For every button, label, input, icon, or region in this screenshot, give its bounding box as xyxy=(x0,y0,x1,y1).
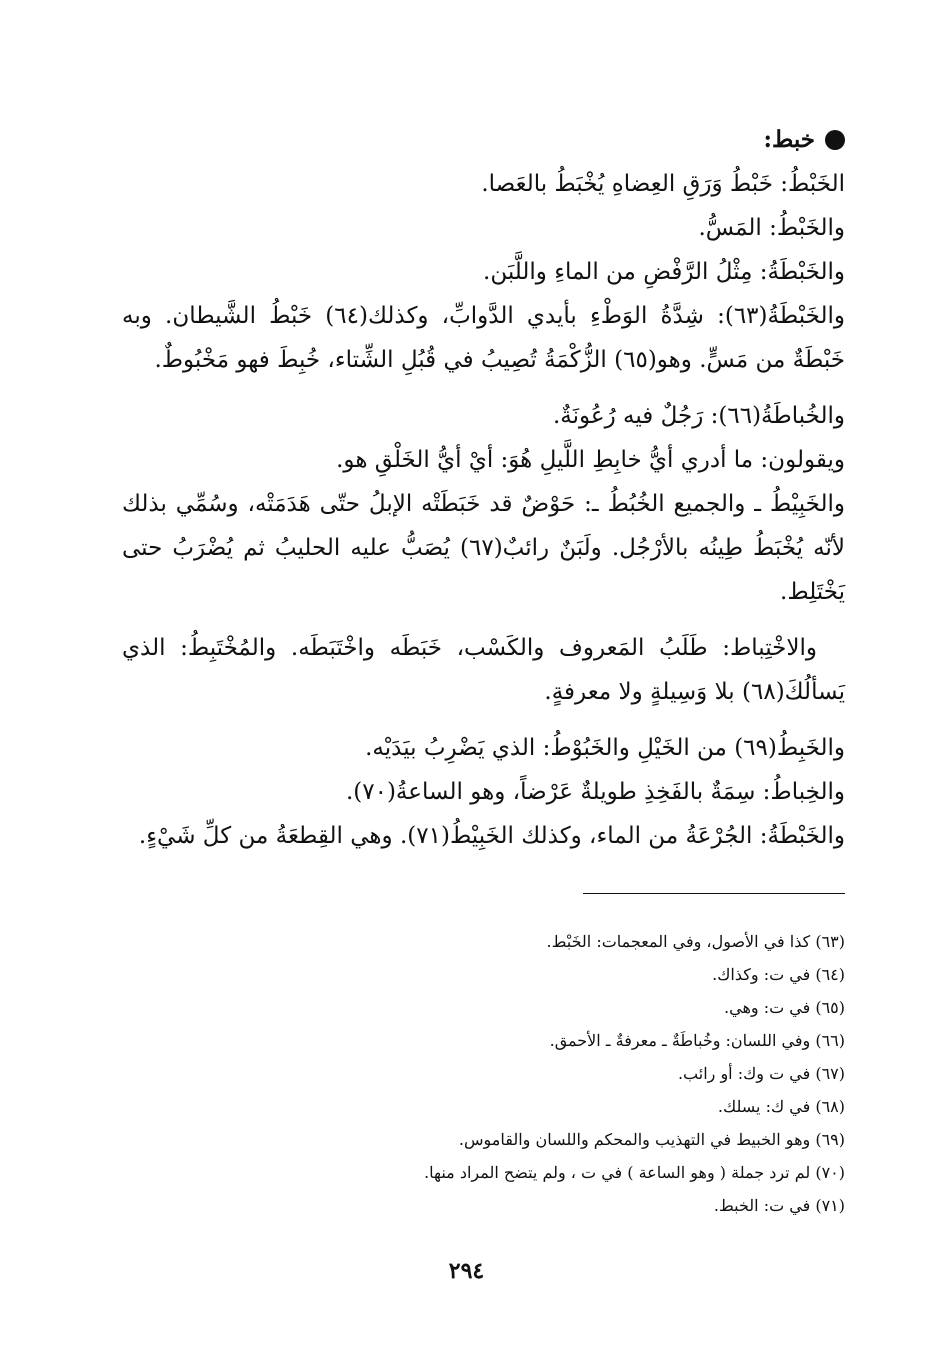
entry-line-1: الخَبْطُ: خَبْطُ وَرَقِ العِضاهِ يُخْبَطُ بالعَصا. xyxy=(481,171,845,197)
entry-line-9: والخَبِطُ(٦٩) من الخَيْلِ والخَبُوْطُ: الذي يَضْرِبُ بيَدَيْه. xyxy=(365,735,845,761)
footnote-71: (٧١) في ت: الخبط. xyxy=(713,1196,845,1215)
footnote-63: (٦٣) كذا في الأصول، وفي المعجمات: الخَبْط. xyxy=(546,932,845,951)
page-number: ٢٩٤ xyxy=(448,1258,485,1284)
footnotes xyxy=(122,925,845,1222)
bullet-icon xyxy=(825,130,845,150)
footnote-69: (٦٩) وهو الخبيط في التهذيب والمحكم واللسان والقاموس. xyxy=(458,1130,845,1149)
footnote-67: (٦٧) في ت وك: أو رائب. xyxy=(677,1064,845,1083)
entry-line-2: والخَبْطُ: المَسُّ. xyxy=(698,215,845,241)
entry-line-5: والخُباطَةُ(٦٦): رَجُلٌ فيه رُعُونَةٌ. xyxy=(552,403,845,429)
footnote-65: (٦٥) في ت: وهي. xyxy=(724,998,845,1017)
footnote-64: (٦٤) في ت: وكذاك. xyxy=(712,965,845,984)
entry-line-6: ويقولون: ما أدري أيُّ خابِطِ اللَّيلِ هُوَ: أيْ أيُّ الخَلْقِ هو. xyxy=(336,447,845,473)
entry-heading xyxy=(122,118,845,162)
entry-heading-text: خبط: xyxy=(763,126,815,153)
entry-text xyxy=(122,118,845,858)
footnote-68: (٦٨) في ك: يسلك. xyxy=(717,1097,845,1116)
footnote-66: (٦٦) وفي اللسان: وخُباطَةٌ ـ معرفةٌ ـ الأحمق. xyxy=(549,1031,845,1050)
entry-line-10: والخِباطُ: سِمَةٌ بالفَخِذِ طويلةٌ عَرْضاً، وهو الساعةُ(٧٠). xyxy=(345,779,845,805)
footnote-70: (٧٠) لم ترد جملة ( وهو الساعة ) في ت ، ولم يتضح المراد منها. xyxy=(424,1163,845,1182)
footnote-divider xyxy=(583,893,845,894)
entry-line-11: والخَبْطَةُ: الجُرْعَةُ من الماء، وكذلك الخَبِيْطُ(٧١). وهي القِطعَةُ من كلِّ شَيْءٍ. xyxy=(138,823,845,849)
entry-line-4: والخَبْطَةُ(٦٣): شِدَّةُ الوَطْءِ بأيدي الدَّوابِّ، وكذلك(٦٤) خَبْطُ الشَّيطان. وبه خَبْطَةٌ من مَسٍّ. وهو(٦٥) الزُّكْمَةُ تُصِيبُ في قُبُلِ الشِّتاء، خُبِطَ فهو مَخْبُوطٌ. xyxy=(122,303,845,373)
entry-line-3: والخَبْطَةُ: مِثْلُ الرَّفْضِ من الماءِ واللَّبَن. xyxy=(483,259,845,285)
entry-line-7: والخَبِيْطُ ـ والجميع الخُبُطُ ـ: حَوْضٌ قد خَبَطَتْه الإبلُ حتّى هَدَمَتْه، وسُمِّي بذلك لأنّه يُخْبَطُ طِينُه بالأرْجُل. ولَبَنٌ رائبٌ(٦٧) يُصَبُّ عليه الحليبُ ثم يُضْرَبُ حتى يَخْتَلِط. xyxy=(122,491,845,605)
entry-line-8: والاخْتِباط: طَلَبُ المَعروف والكَسْب، خَبَطَه واخْتَبَطَه. والمُخْتَبِطُ: الذي يَسألُكَ(٦٨) بلا وَسِيلةٍ ولا معرفةٍ. xyxy=(122,635,845,705)
